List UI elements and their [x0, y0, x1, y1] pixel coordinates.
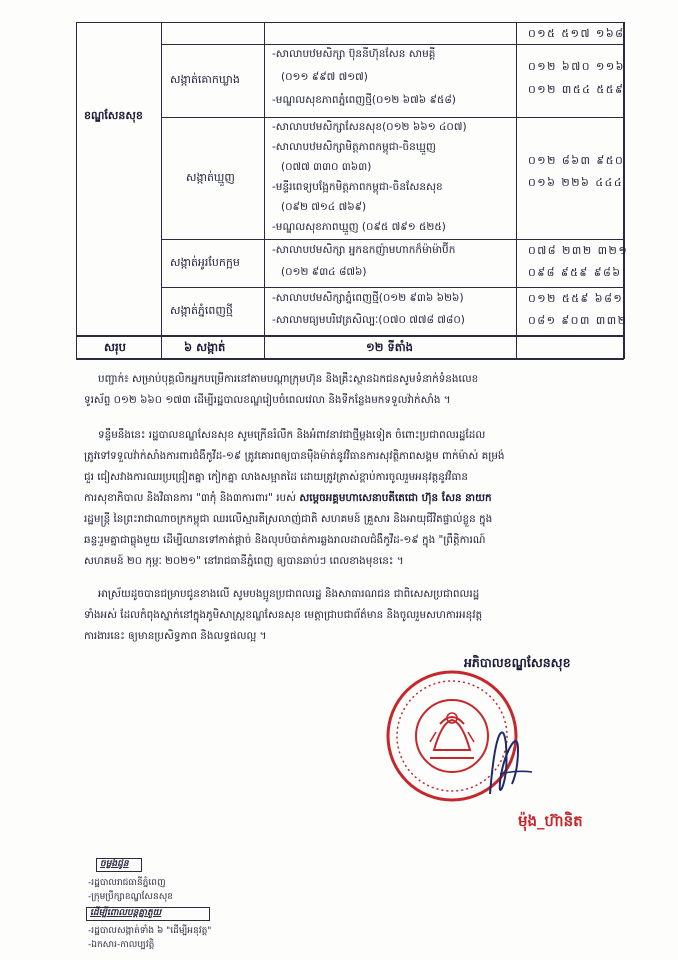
- facility-line: -សាលាបឋមសិក្សាភ្នំពេញថ្មី(០១២ ៩៣៦ ៦២៦): [272, 292, 464, 304]
- cc-heading: ដើម្បីពោលបន្ដគ្នាតួយ: [90, 908, 162, 918]
- facility-line: (០៧៧ ៣៣០ ៣៦៣): [281, 161, 372, 173]
- commune-name: សង្កាត់ឃ្មួញ: [186, 171, 235, 184]
- commune-name: សង្កាត់អូរបែកក្អម: [170, 256, 240, 269]
- body-line-start: ការសុខាភិបាល និងវិធានការ "៣កុំ និង៣ការពារ" របស់: [84, 492, 297, 504]
- facility-line: (០១២ ៩៣៤ ៨៧៦): [281, 266, 367, 278]
- facility-line: -មន្ទីរពេទ្យបង្អែកមិត្តភាពកម្ពុជា-ចិនសែនសុខ: [272, 181, 443, 193]
- facility-line: -សាលាមធ្យមបរិវេត្រសិល្បៈ(០៧០ ៧៧៨ ៧៨០): [272, 314, 465, 326]
- commune-name: សង្កាត់ភ្នំពេញថ្មី: [170, 304, 233, 317]
- body-line: បញ្ជាក់៖ សម្រាប់បុគ្គលិកអ្នកបម្រើការនៅតាមបណ្តាក្រុមហ៊ុន និងគ្រឹះស្ថានឯកជនសូមទំនាក់ទំនងលេខ: [98, 373, 479, 385]
- cc-item: -ឯកសារ-កាលប្បវត្តិ: [88, 940, 155, 950]
- phone-number: ០៩៨ ៩៥៩ ៩៨៦: [528, 266, 622, 279]
- signer-name: ម៉ុង_ហ៊ានិត: [518, 812, 583, 830]
- phone-number: ០១២ ៣៥៤ ៥៥៩: [528, 83, 625, 96]
- facility-line: -សាលាបឋមសិក្សាមិត្តភាពកម្ពុជា-ចិនឃ្មួញ: [272, 141, 436, 153]
- body-line: ជួរ ជៀសវាងការឈរប្រជ្រៀតគ្នា កៀកគ្នា លាងសម្អាតដៃ ដោយត្រូវត្រាស់ខ្ពាប់ការចូលរួមអនុវត្តនូវវិធាន: [84, 471, 468, 483]
- handwritten-signature-icon: [470, 714, 550, 804]
- facility-line: -មណ្ឌលសុខភាពឃ្មួញ (០៩៥ ៧៩១ ៥២៥): [272, 221, 446, 233]
- facility-line: (០៩២ ៧១៤ ៧៦៩): [281, 201, 367, 213]
- phone-number: ០១២ ៦៧០ ១១៦: [528, 60, 625, 73]
- facility-line: -សាលាបឋមសិក្សាសែនសុខ(០១២ ៦៦១ ៤០៧): [272, 121, 467, 133]
- body-line: អាស្រ័យដូចបានជម្រាបជូនខាងលើ សូមបងប្អូនប្រជាពលរដ្ឋ និងសាធារណជន ជាពិសេសប្រជាពលរដ្ឋ: [98, 588, 480, 600]
- cc-heading: ចម្លងជូន: [100, 859, 129, 869]
- body-line: ទូរស័ព្ទ ០១២ ៦៦០ ១៧៣ ដើម្បីរដ្ឋបាលខណ្ឌរៀបចំពេលវេលា និងទីកន្លែងមកទទួលវ៉ាក់សាំង ។: [84, 394, 451, 406]
- total-label: សរុប: [104, 340, 126, 354]
- body-line: ទន្ទឹមនឹងនេះ រដ្ឋបាលខណ្ឌសែនសុខ សូមក្រើនរំលឹក និងអំពាវនាវជាថ្មីម្តងទៀត ចំពោះប្រជាពលរដ្ឋដែល: [98, 429, 486, 441]
- facility-line: -មណ្ឌលសុខភាពភ្នំពេញថ្មី(០១២ ៦៧៦ ៩៥៨): [272, 94, 456, 106]
- total-sites: ១២ ទីតាំង: [366, 340, 413, 354]
- total-communes: ៦ សង្កាត់: [184, 340, 226, 354]
- cc-item: -រដ្ឋបាលសង្កាត់ទាំង ៦ "ដើម្បីអនុវត្ត": [88, 926, 212, 936]
- phone-number: ០១២ ៨៦៣ ៩៥០: [528, 154, 625, 167]
- body-line: [84, 488, 492, 510]
- body-line: ឆន្ទៈរួមគ្នាជាធ្លុងមួយ ដើម្បីឈានទៅកាត់ផ្តាច់ និងលុបបំបាត់ការឆ្លងរាលដាលជំងឺកូវីដ-១៩ ក្នុង "ព្រឹត្តិការណ៍: [84, 534, 486, 546]
- body-line: សហគមន៍ ២០ កុម្ភៈ ២០២១" នៅរាជធានីភ្នំពេញ ឲ្យបានឆាប់ៗ ពេលខាងមុខនេះ ។: [84, 555, 404, 567]
- phone-number: ០១២ ៥៥៩ ៦៨១: [528, 292, 624, 305]
- vaccination-sites-table: [76, 22, 629, 359]
- cc-item: -ក្រុមប្រឹក្សាខណ្ឌសែនសុខ: [88, 892, 173, 902]
- district-name: ខណ្ឌសែនសុខ: [84, 109, 143, 122]
- prime-minister-name: សម្តេចអគ្គមហាសេនាបតីតេជោ ហ៊ុន សែន នាយក: [299, 492, 492, 504]
- phone-number: ០៧៨ ២៣២ ៣២១: [528, 244, 629, 257]
- phone-number: ០១៦ ២២៦ ៤៤៤: [528, 176, 624, 189]
- phone-number: ០៨១ ៩០៣ ៣៣២: [528, 314, 628, 327]
- signer-title: អភិបាលខណ្ឌសែនសុខ: [464, 655, 571, 670]
- commune-name: សង្កាត់គោកឃ្លាង: [170, 73, 240, 86]
- body-line: រដ្ឋមន្ត្រី នៃព្រះរាជាណាចក្រកម្ពុជា ឈរលើ​ស្មារតីស្រលាញ់ជាតិ សហគមន៍ គ្រួសារ និងអាយុជីវិតផ្ទាល់ខ្លួន ក្នុង: [84, 513, 493, 525]
- facility-line: -សាលាបឋមសិក្សា អ្នកឧកញ៉ាមហាកក៏ម៉ាម៉ាប៊ីក: [272, 244, 456, 256]
- cc-item: -រដ្ឋបាលរាជធានីភ្នំពេញ: [88, 878, 166, 888]
- facility-line: -សាលាបឋមសិក្សា ប៊ុននីហ៊ុនសែន សាមគ្គី: [272, 48, 436, 60]
- body-line: ទាំងអស់ ដែលកំពុងស្នាក់នៅក្នុងភូមិសាស្ត្រខណ្ឌសែនសុខ មេត្តាជ្រាបជាព័ត៌មាន និងចូលរួមសហការអនុវត្ត: [84, 609, 483, 621]
- facility-line: (០១១ ៩៩៧ ៧១៧): [281, 71, 368, 83]
- body-line: ការងារនេះ ឲ្យមានប្រសិទ្ធភាព និងលទ្ធផលល្អ ។: [84, 630, 267, 642]
- body-line: ត្រូវទៅទទួលវ៉ាក់សាំងការពារជំងឺកូវីដ-១៩ ត្រូវគោរពឲ្យបានម៉ឺងម៉ាត់នូវវិធានការសុវត្ថិភាពសង្គម ពាក់ម៉ាស់ គម្រង់: [84, 450, 505, 462]
- phone-number: ០១៥ ៥១៧ ១៦៨: [528, 27, 625, 40]
